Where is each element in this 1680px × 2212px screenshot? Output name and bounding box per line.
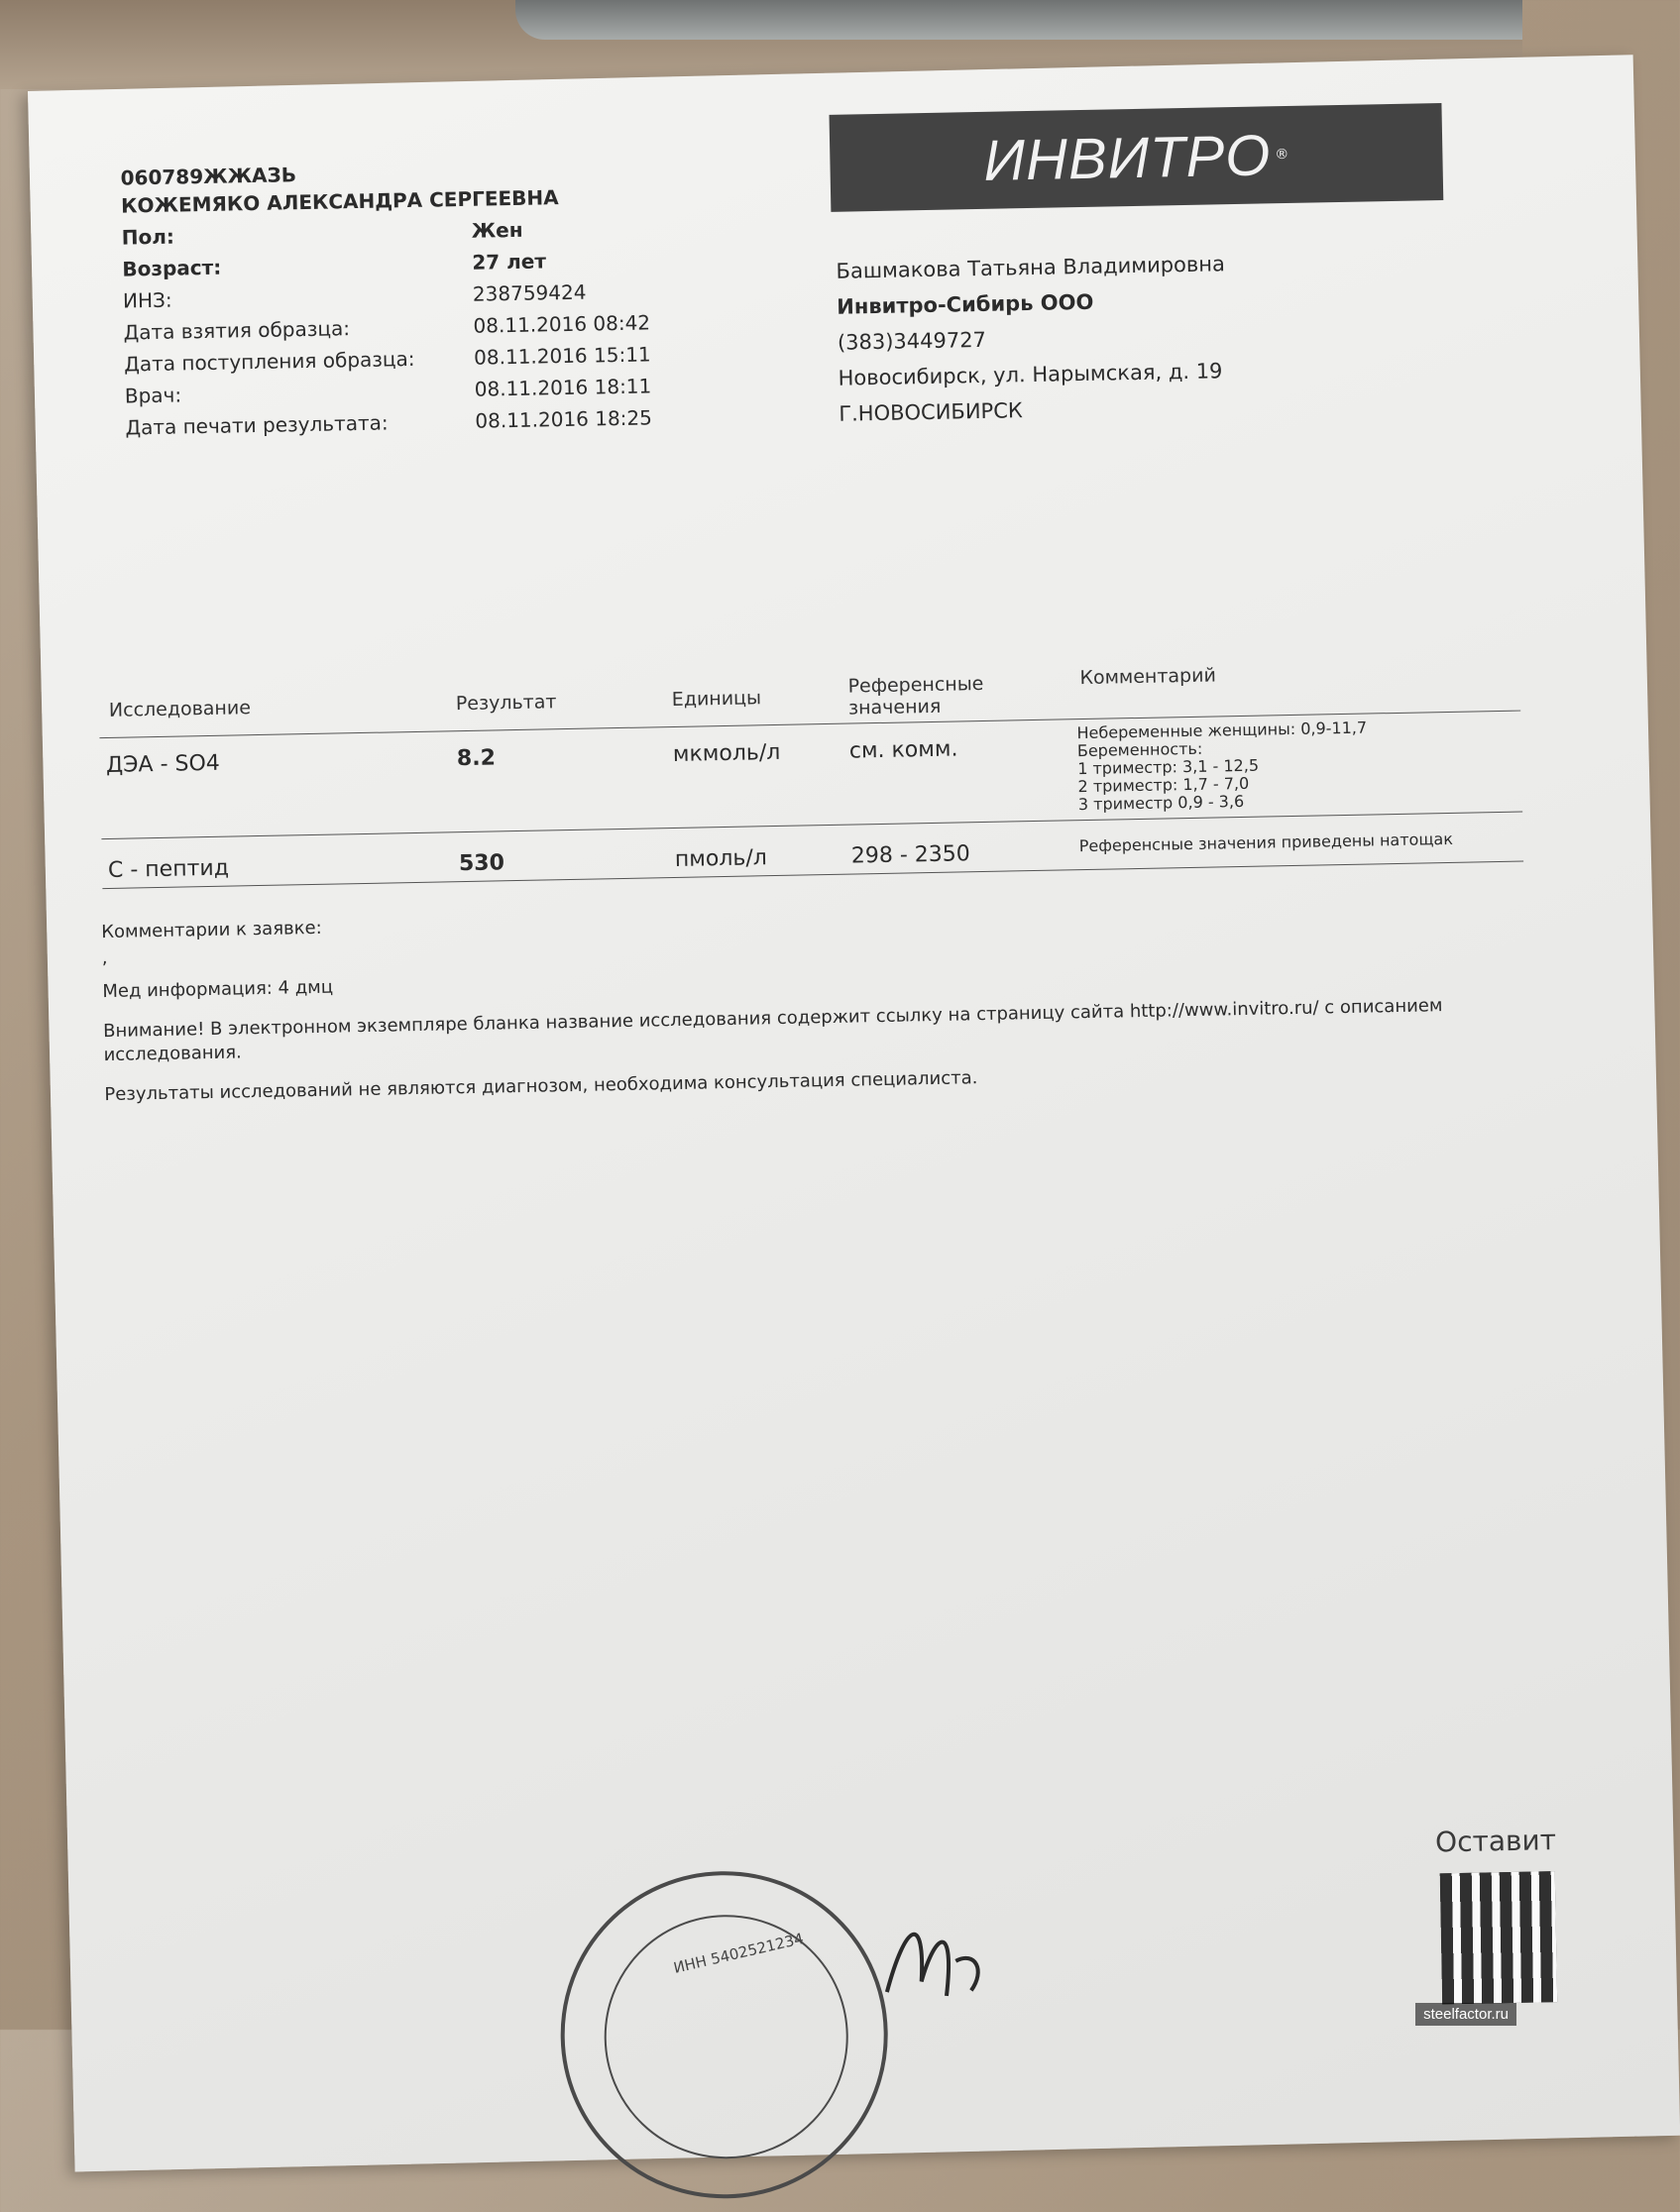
- header-result: Результат: [455, 691, 557, 716]
- watermark: steelfactor.ru: [1415, 2003, 1516, 2026]
- field-value-received-date: 08.11.2016 15:11: [473, 342, 651, 370]
- field-value-doctor: 08.11.2016 18:11: [474, 374, 652, 401]
- invitro-logo: [830, 103, 1444, 212]
- qr-caption: Оставит: [1434, 1824, 1557, 1859]
- lab-doctor: Башмакова Татьяна Владимировна: [836, 252, 1226, 283]
- attention-line-2: исследования.: [103, 1042, 242, 1066]
- attention-line-1: Внимание! В электронном экземпляре бланка название исследования содержит ссылку на страницу сайта http://www.invitro.ru/ с описанием: [102, 995, 1443, 1043]
- qr-code[interactable]: [1440, 1871, 1558, 2004]
- order-comments-mark: ,: [101, 946, 108, 969]
- stamp-inn: ИНН 5402521234: [671, 1929, 806, 1977]
- header-comment: Комментарий: [1079, 664, 1217, 690]
- row1-comment-line4: 2 триместр: 1,7 - 7,0: [1077, 773, 1250, 797]
- row2-comment: Референсные значения приведены натощак: [1078, 829, 1454, 856]
- field-label-doctor: Врач:: [124, 383, 182, 408]
- field-label-sex: Пол:: [121, 224, 175, 250]
- patient-code: 060789ЖЖАЗЬ: [120, 163, 297, 190]
- lab-org: Инвитро-Сибирь ООО: [837, 289, 1094, 319]
- field-value-sex: Жен: [471, 217, 523, 243]
- field-label-age: Возраст:: [122, 255, 222, 281]
- patient-name: КОЖЕМЯКО АЛЕКСАНДРА СЕРГЕЕВНА: [120, 185, 559, 218]
- disclaimer: Результаты исследований не являются диагнозом, необходима консультация специалиста.: [104, 1067, 978, 1106]
- row1-comment-line3: 1 триместр: 3,1 - 12,5: [1077, 755, 1260, 779]
- header-reference-1: Референсные: [847, 672, 984, 698]
- logo-registered-mark: ®: [1275, 146, 1289, 164]
- field-label-print-date: Дата печати результата:: [125, 410, 389, 440]
- header-test: Исследование: [108, 697, 252, 721]
- table-bottom-divider: [102, 861, 1523, 890]
- row1-comment-line5: 3 триместр 0,9 - 3,6: [1077, 791, 1245, 815]
- field-label-sample-date: Дата взятия образца:: [123, 316, 351, 345]
- header-reference-2: значения: [847, 695, 942, 719]
- row2-test: С - пептид: [107, 855, 230, 883]
- field-value-print-date: 08.11.2016 18:25: [475, 405, 653, 433]
- field-value-inz: 238759424: [472, 279, 587, 306]
- row2-reference: 298 - 2350: [850, 841, 971, 869]
- field-label-inz: ИНЗ:: [122, 287, 172, 313]
- row1-test: ДЭА - SO4: [105, 750, 221, 778]
- field-value-age: 27 лет: [472, 249, 547, 275]
- row2-result: 530: [458, 850, 505, 877]
- row1-comment-line1: Небеременные женщины: 0,9-11,7: [1076, 718, 1368, 743]
- lab-city: Г.НОВОСИБИРСК: [839, 398, 1023, 426]
- row1-result: 8.2: [456, 745, 497, 772]
- row1-reference: см. комм.: [848, 736, 958, 764]
- order-comments-label: Комментарии к заявке:: [101, 917, 322, 943]
- lab-address: Новосибирск, ул. Нарымская, д. 19: [838, 359, 1223, 390]
- header-units: Единицы: [671, 687, 762, 711]
- row1-comment-line2: Беременность:: [1076, 738, 1203, 761]
- lab-phone: (383)3449727: [837, 327, 987, 355]
- signature: [875, 1901, 1006, 2012]
- row2-units: пмоль/л: [674, 845, 768, 872]
- med-info: Мед информация: 4 дмц: [102, 976, 334, 1003]
- logo-text: ИНВИТРО: [982, 122, 1272, 193]
- row1-units: мкмоль/л: [672, 739, 781, 767]
- field-value-sample-date: 08.11.2016 08:42: [473, 310, 651, 338]
- field-label-received-date: Дата поступления образца:: [123, 346, 415, 377]
